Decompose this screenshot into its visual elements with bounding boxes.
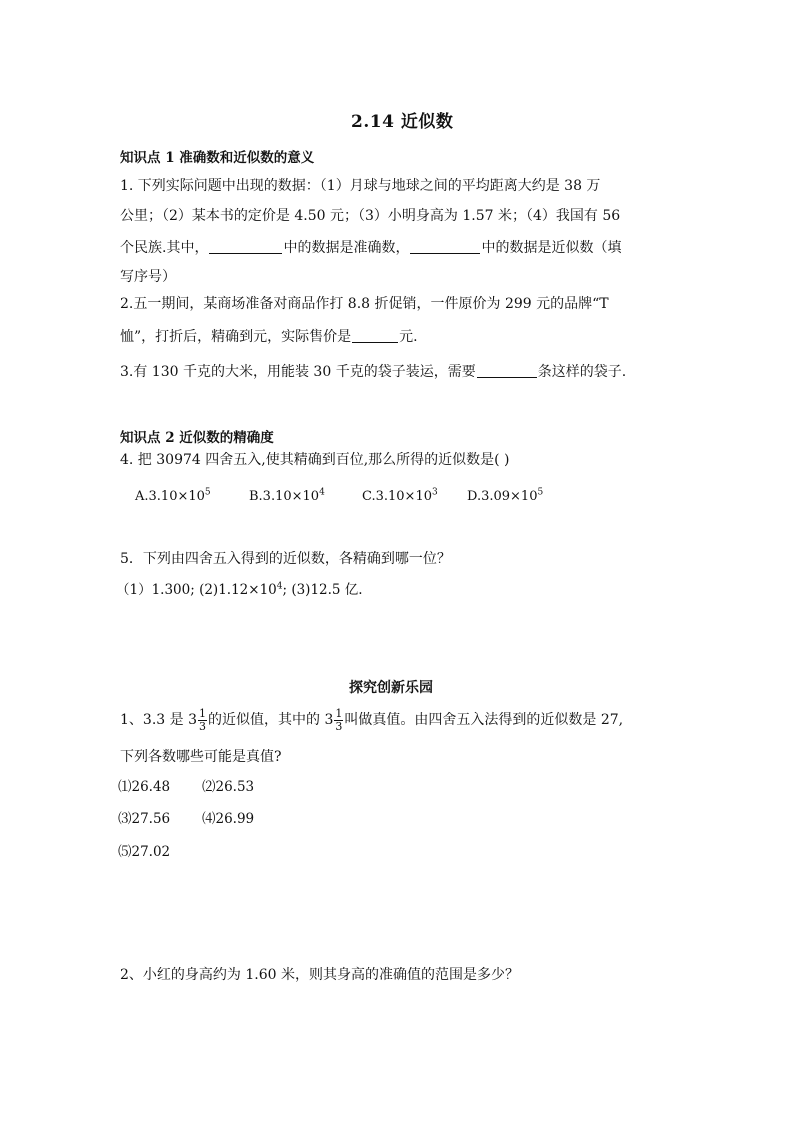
q4-option-b-base: B.3.10×10	[249, 489, 320, 504]
e1-line2: 下列各数哪些可能是真值?	[120, 749, 282, 765]
e1-fraction-1-numerator: 1	[199, 706, 206, 720]
q1-line3-text-a: 个民族.其中，	[120, 240, 209, 256]
q1-line3	[120, 239, 621, 255]
q3-blank-bags[interactable]	[477, 363, 537, 378]
q4-option-d-base: D.3.09×10	[467, 489, 538, 504]
e1-line1	[120, 707, 623, 733]
e1-text-b: 的近似值，其中的	[208, 712, 325, 728]
q5-part1: （1）1.300; (2)1.12×10	[116, 582, 277, 598]
e1-text-c: 叫做真值。由四舍五入法得到的近似数是 27,	[344, 712, 624, 728]
q4-option-a[interactable]	[135, 487, 211, 504]
q1-line3-text-b: 中的数据是准确数，	[283, 240, 410, 256]
q4-option-d-exp: 5	[537, 487, 544, 498]
q4-option-d[interactable]	[467, 487, 544, 504]
knowledge-point-2-heading: 知识点 2 近似数的精确度	[120, 430, 274, 446]
q4-option-a-exp: 5	[204, 487, 211, 498]
q4-stem: 4. 把 30974 四舍五入,使其精确到百位,那么所得的近似数是( )	[120, 452, 510, 468]
q2-line2-text-a: 恤”，打折后，精确到元，实际售价是	[120, 329, 352, 345]
q4-option-c-exp: 3	[432, 487, 438, 498]
q3-text-b: 条这样的袋子.	[537, 364, 627, 380]
e1-fraction-1	[198, 708, 207, 732]
knowledge-point-1-heading: 知识点 1 准确数和近似数的意义	[120, 150, 315, 166]
e1-fraction-2-numerator: 1	[335, 706, 343, 720]
q1-line3-text-c: 中的数据是近似数（填	[481, 240, 622, 256]
q1-blank-exact[interactable]	[209, 239, 282, 254]
q1-line4: 写序号）	[120, 269, 176, 285]
q2-blank-price[interactable]	[352, 328, 398, 343]
e1-fraction-2	[334, 708, 343, 732]
e1-option-4: ⑷26.99	[202, 811, 255, 827]
e2-line: 2、小红的身高约为 1.60 米，则其身高的准确值的范围是多少？	[120, 967, 519, 983]
q2-line2	[120, 328, 418, 344]
q4-option-b-exp: 4	[319, 487, 325, 498]
e1-fraction-2-denominator: 3	[335, 719, 343, 733]
q2-line2-text-b: 元.	[399, 329, 418, 345]
q4-option-b[interactable]	[249, 487, 325, 504]
q5-stem: 5．下列由四舍五入得到的近似数，各精确到哪一位？	[120, 551, 451, 567]
q3-text-a: 3.有 130 千克的大米，用能装 30 千克的袋子装运，需要	[120, 364, 476, 380]
q1-blank-approx[interactable]	[410, 239, 480, 254]
e1-fraction-1-denominator: 3	[199, 719, 206, 733]
q2-line1: 2.五一期间，某商场准备对商品作打 8.8 折促销，一件原价为 299 元的品牌“T	[120, 296, 609, 312]
e1-option-2: ⑵26.53	[202, 779, 255, 795]
e1-option-1: ⑴26.48	[118, 779, 171, 795]
q3-line	[120, 363, 626, 379]
e1-text-a: 1、3.3 是	[120, 712, 189, 728]
q5-part2: ; (3)12.5 亿.	[282, 582, 363, 598]
page-title: 2.14 近似数	[351, 112, 454, 132]
e1-mixed-whole-2: 3	[324, 712, 334, 728]
q1-line1: 1. 下列实际问题中出现的数据：（1）月球与地球之间的平均距离大约是 38 万	[120, 178, 601, 194]
e1-mixed-whole-1: 3	[188, 712, 197, 728]
q5-parts	[116, 581, 363, 598]
e1-option-5: ⑸27.02	[118, 844, 171, 860]
q1-line2: 公里；（2）某本书的定价是 4.50 元；（3）小明身高为 1.57 米；（4）我国有 56	[120, 208, 621, 224]
q4-option-c[interactable]	[362, 487, 438, 504]
q5-part1-exp: 4	[276, 581, 283, 592]
e1-option-3: ⑶27.56	[118, 811, 171, 827]
q4-option-c-base: C.3.10×10	[362, 489, 432, 504]
section-heading-explore: 探究创新乐园	[349, 680, 433, 696]
q4-option-a-base: A.3.10×10	[135, 489, 205, 504]
